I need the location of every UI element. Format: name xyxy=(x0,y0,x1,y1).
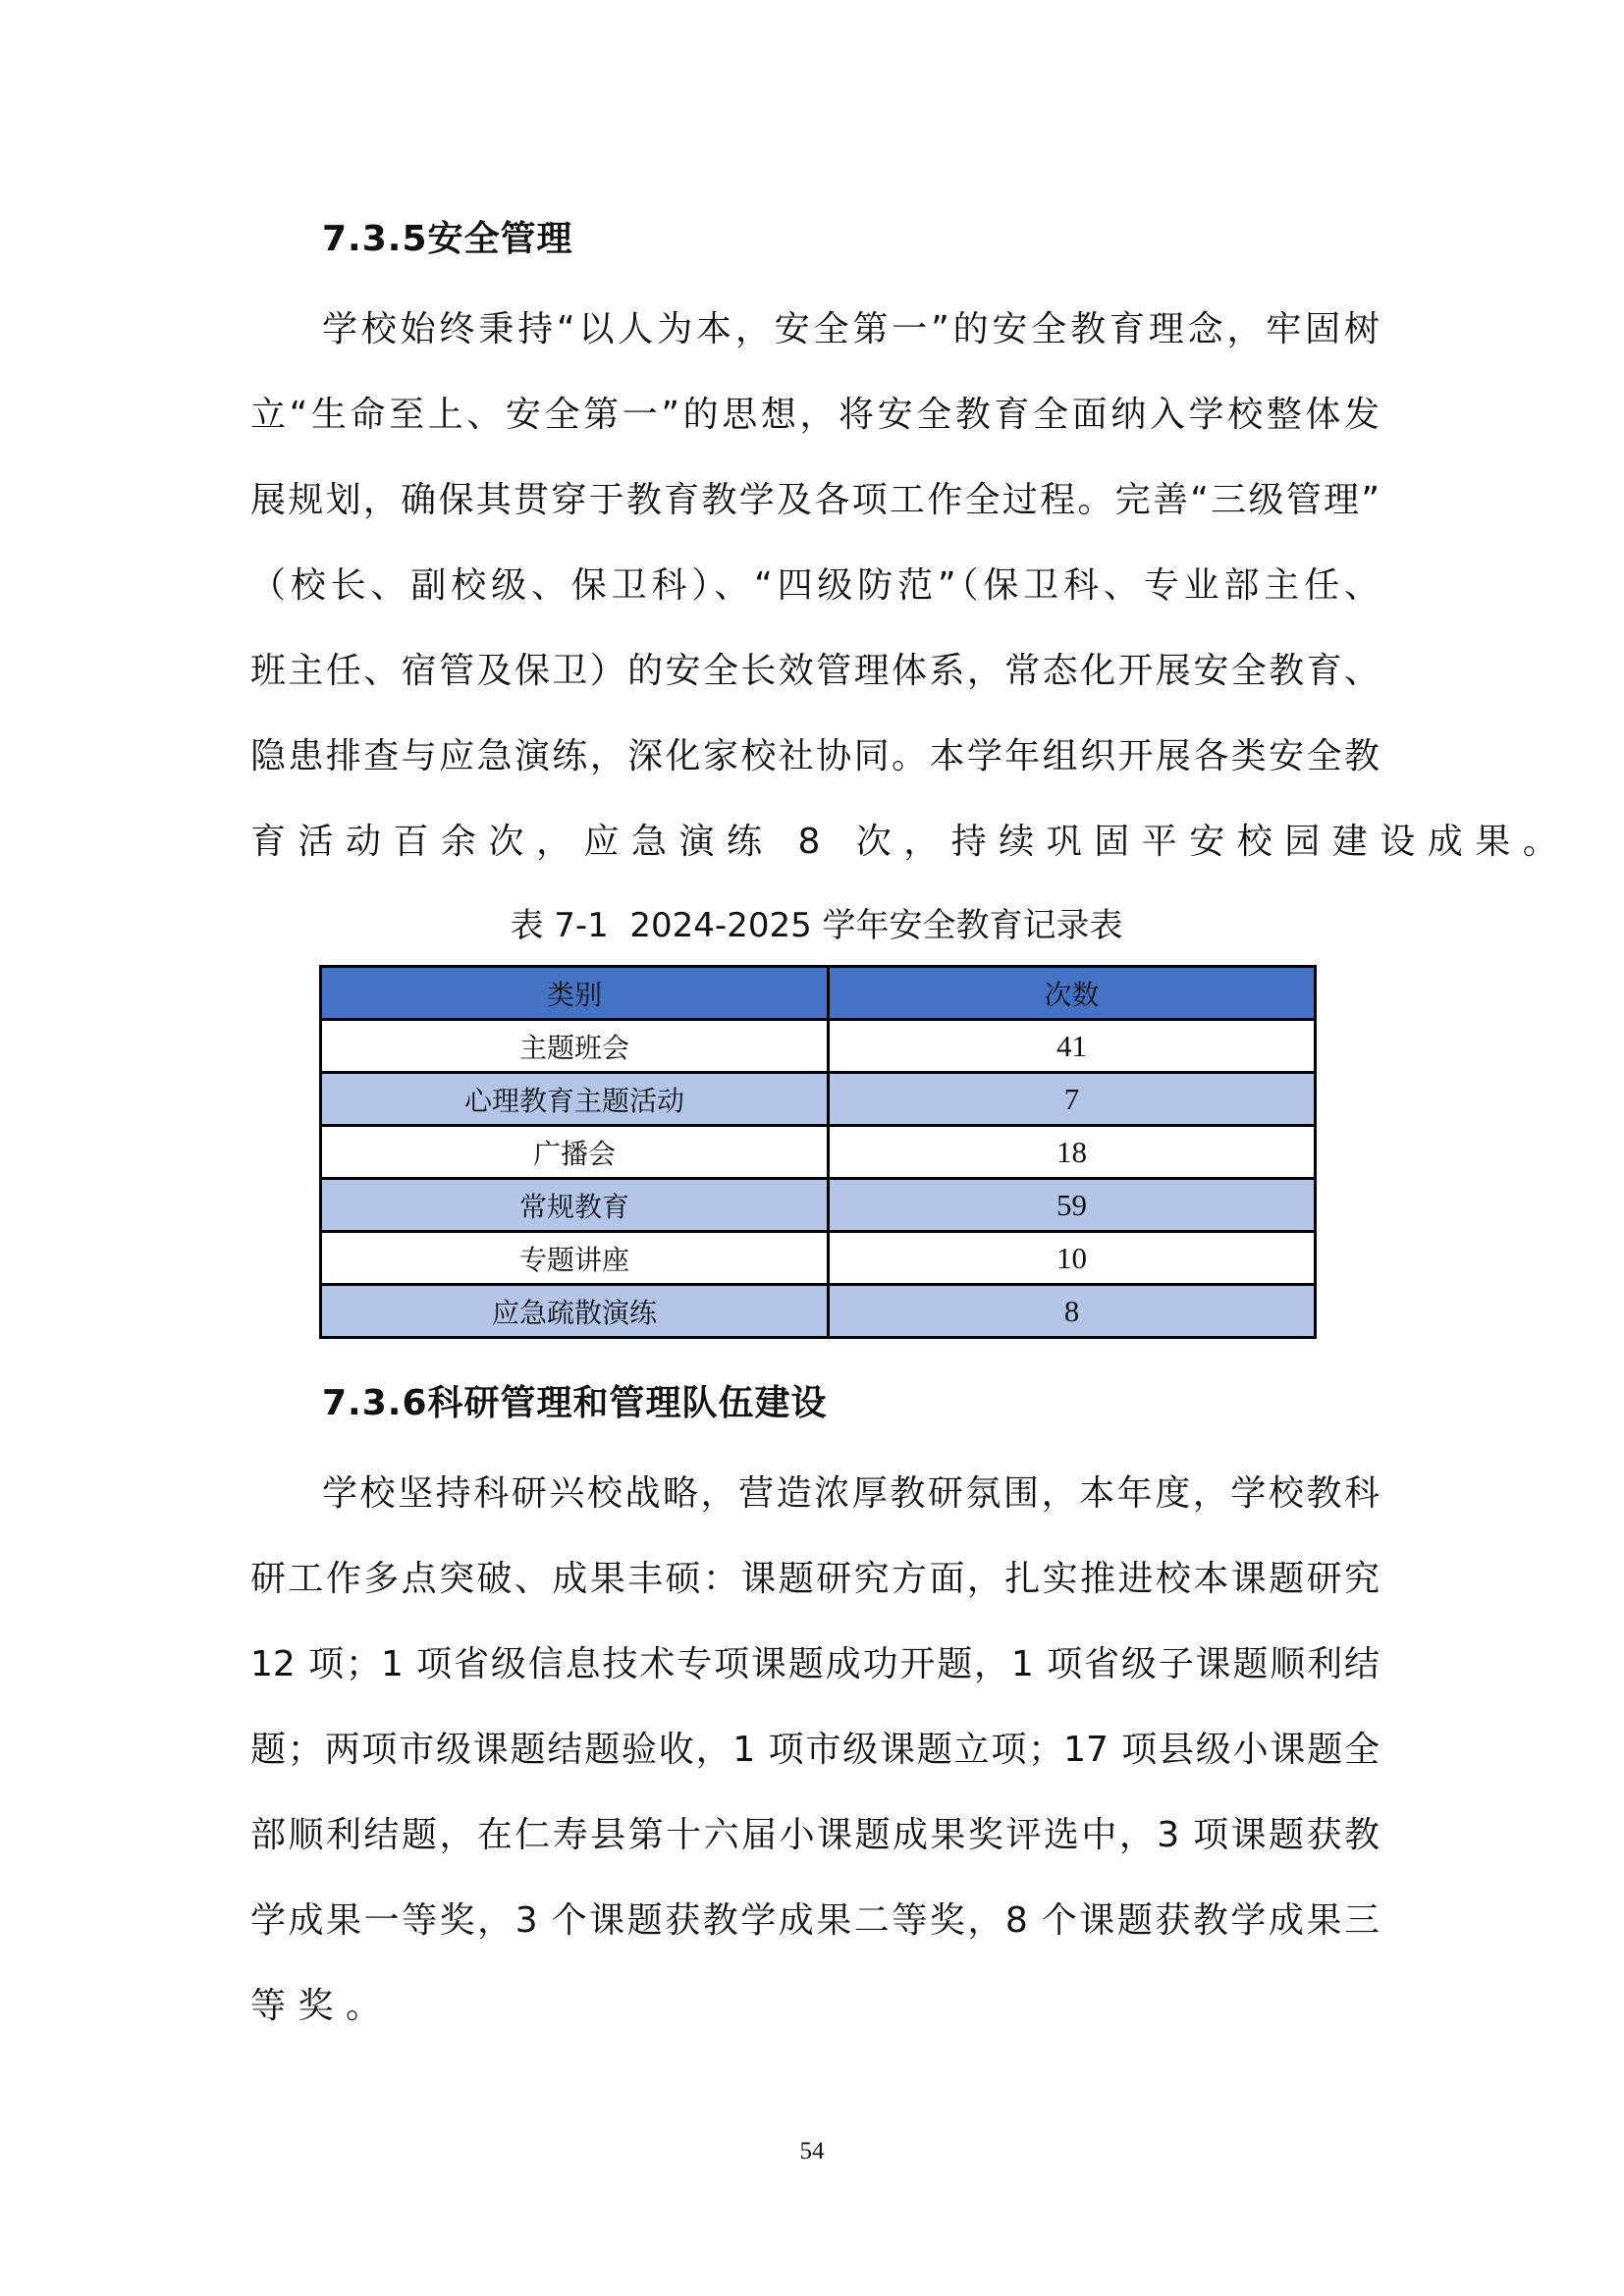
paragraph-line: 立“生命至上、安全第一”的思想，将安全教育全面纳入学校整体发 xyxy=(250,395,1380,435)
paragraph-line: 班主任、宿管及保卫）的安全长效管理体系，常态化开展安全教育、 xyxy=(250,651,1380,691)
table-row xyxy=(321,1179,1316,1232)
count-cell: 59 xyxy=(829,1179,1316,1232)
column-header-category: 类别 xyxy=(321,967,829,1020)
paragraph-line: （校长、副校级、保卫科）、“四级防范”（保卫科、专业部主任、 xyxy=(250,565,1380,606)
table-row xyxy=(321,1126,1316,1179)
paragraph-line: 学校坚持科研兴校战略，营造浓厚教研氛围，本年度，学校教科 xyxy=(322,1473,1380,1514)
section-heading-research-management: 7.3.6科研管理和管理队伍建设 xyxy=(322,1383,828,1423)
category-cell: 广播会 xyxy=(321,1126,829,1179)
count-cell: 8 xyxy=(829,1285,1316,1338)
section-heading-safety-management: 7.3.5安全管理 xyxy=(322,219,573,259)
paragraph-line: 隐患排查与应急演练，深化家校社协同。本学年组织开展各类安全教 xyxy=(250,736,1380,776)
paragraph-safety-management xyxy=(250,305,1571,903)
category-cell: 专题讲座 xyxy=(321,1232,829,1285)
table-row xyxy=(321,1073,1316,1126)
paragraph-line: 学校始终秉持“以人为本，安全第一”的安全教育理念，牢固树 xyxy=(322,309,1380,349)
safety-education-record-table xyxy=(319,965,1317,1339)
page-number: 54 xyxy=(799,2138,825,2164)
table-row xyxy=(321,1020,1316,1073)
count-cell: 41 xyxy=(829,1020,1316,1073)
column-header-count: 次数 xyxy=(829,967,1316,1020)
paragraph-line: 育活动百余次，应急演练 8 次，持续巩固平安校园建设成果。 xyxy=(250,822,1571,862)
paragraph-research-management xyxy=(250,1469,1380,2067)
paragraph-line: 12 项；1 项省级信息技术专项课题成功开题，1 项省级子课题顺利结 xyxy=(250,1644,1380,1684)
category-cell: 应急疏散演练 xyxy=(321,1285,829,1338)
paragraph-line: 部顺利结题，在仁寿县第十六届小课题成果奖评选中，3 项课题获教 xyxy=(250,1815,1380,1855)
table-row xyxy=(321,1285,1316,1338)
paragraph-line: 研工作多点突破、成果丰硕：课题研究方面，扎实推进校本课题研究 xyxy=(250,1559,1380,1599)
category-cell: 常规教育 xyxy=(321,1179,829,1232)
table-header-row xyxy=(321,967,1316,1020)
category-cell: 主题班会 xyxy=(321,1020,829,1073)
paragraph-line: 展规划，确保其贯穿于教育教学及各项工作全过程。完善“三级管理” xyxy=(250,480,1380,520)
paragraph-line: 等奖。 xyxy=(250,1986,394,2026)
count-cell: 7 xyxy=(829,1073,1316,1126)
table-caption: 表 7-1 2024-2025 学年安全教育记录表 xyxy=(510,906,1123,945)
count-cell: 10 xyxy=(829,1232,1316,1285)
paragraph-line: 题；两项市级课题结题验收，1 项市级课题立项；17 项县级小课题全 xyxy=(250,1730,1380,1770)
paragraph-line: 学成果一等奖，3 个课题获教学成果二等奖，8 个课题获教学成果三 xyxy=(250,1900,1380,1941)
table-row xyxy=(321,1232,1316,1285)
category-cell: 心理教育主题活动 xyxy=(321,1073,829,1126)
count-cell: 18 xyxy=(829,1126,1316,1179)
